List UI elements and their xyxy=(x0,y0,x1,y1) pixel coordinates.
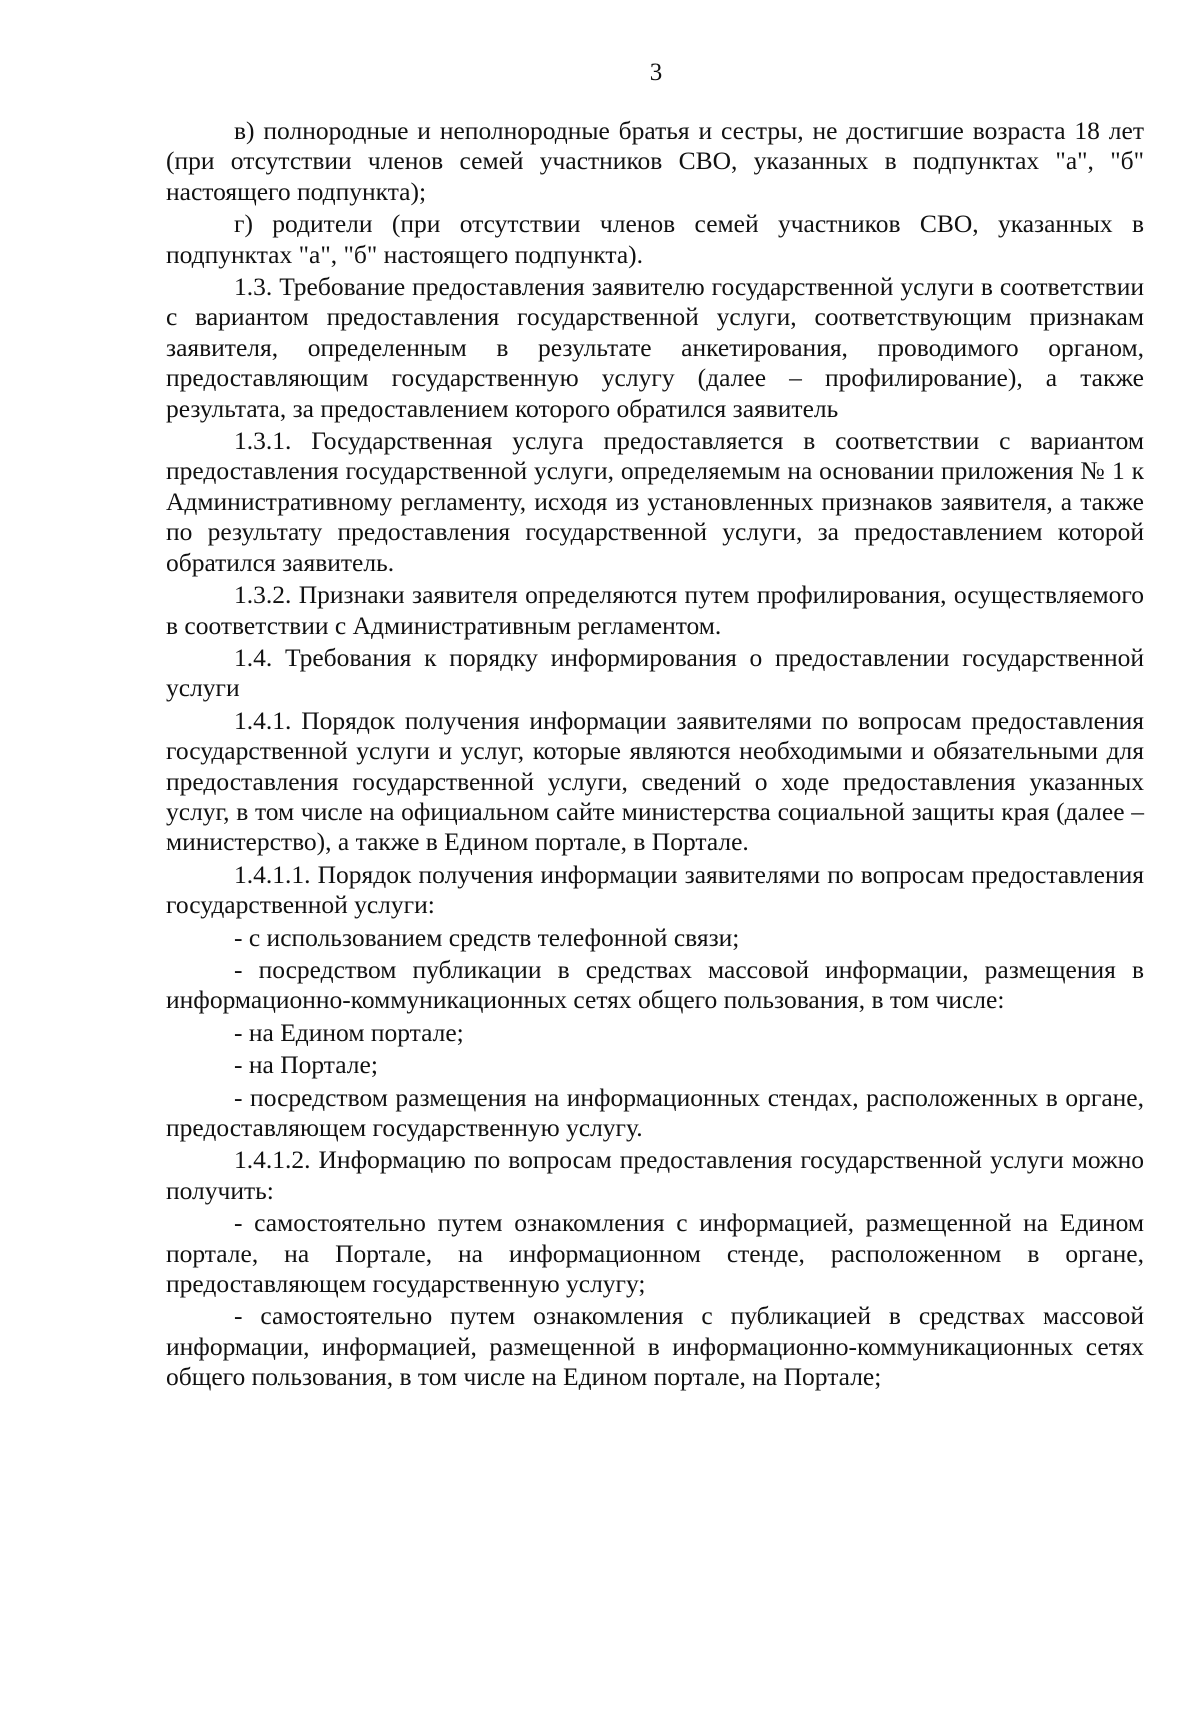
list-item-self-publication: - самостоятельно путем ознакомления с публикацией в средствах массовой информации, информацией, размещенной в информационно-коммуникационных сетях общего пользования, в том числе на Едином портале, на Портале; xyxy=(166,1301,1144,1392)
list-item-media: - посредством публикации в средствах массовой информации, размещения в информационно-коммуникационных сетях общего пользования, в том числе: xyxy=(166,954,1144,1015)
document-body xyxy=(166,116,1144,1395)
paragraph-1-4-1: 1.4.1. Порядок получения информации заявителями по вопросам предоставления государственной услуги и услуг, которые являются необходимыми и обязательными для предоставления государственной услуги, сведений о ходе предоставления указанных услуг, в том числе на официальном сайте министерства социальной защиты края (далее – министерство), а также в Едином портале, в Портале. xyxy=(166,705,1144,857)
paragraph-1-4-1-1: 1.4.1.1. Порядок получения информации заявителями по вопросам предоставления государственной услуги: xyxy=(166,859,1144,920)
paragraph-1-3-1: 1.3.1. Государственная услуга предоставляется в соответствии с вариантом предоставления государственной услуги, определяемым на основании приложения № 1 к Административному регламенту, исходя из установленных признаков заявителя, а также по результату предоставления государственной услуги, за предоставлением которой обратился заявитель. xyxy=(166,426,1144,577)
list-item-self-info: - самостоятельно путем ознакомления с информацией, размещенной на Едином портале, на Портале, на информационном стенде, расположенном в органе, предоставляющем государственную услугу; xyxy=(166,1208,1144,1299)
list-item-phone: - с использованием средств телефонной связи; xyxy=(234,922,740,952)
page-number: 3 xyxy=(649,59,663,86)
paragraph-1-4-1-2: 1.4.1.2. Информацию по вопросам предоставления государственной услуги можно получить: xyxy=(166,1145,1144,1205)
list-item-stands: - посредством размещения на информационных стендах, расположенных в органе, предоставляющем государственную услугу. xyxy=(166,1082,1144,1142)
paragraph-1-3: 1.3. Требование предоставления заявителю государственной услуги в соответствии с вариантом предоставления государственной услуги, соответствующим признакам заявителя, определенным в результате анкетирования, проводимого органом, предоставляющим государственную услугу (далее – профилирование), а также результата, за предоставлением которого обратился заявитель xyxy=(166,272,1144,423)
list-item-unified-portal: - на Едином портале; xyxy=(234,1017,464,1047)
paragraph-1-4: 1.4. Требования к порядку информирования о предоставлении государственной услуги xyxy=(166,642,1144,703)
paragraph-parents: г) родители (при отсутствии членов семей участников СВО, указанных в подпунктах "а", "б" настоящего подпункта). xyxy=(166,209,1144,269)
paragraph-siblings: в) полнородные и неполнородные братья и сестры, не достигшие возраста 18 лет (при отсутствии членов семей участников СВО, указанных в подпунктах "а", "б" настоящего подпункта); xyxy=(166,116,1144,206)
list-item-portal: - на Портале; xyxy=(234,1050,378,1080)
paragraph-1-3-2: 1.3.2. Признаки заявителя определяются путем профилирования, осуществляемого в соответствии с Административным регламентом. xyxy=(166,580,1144,640)
